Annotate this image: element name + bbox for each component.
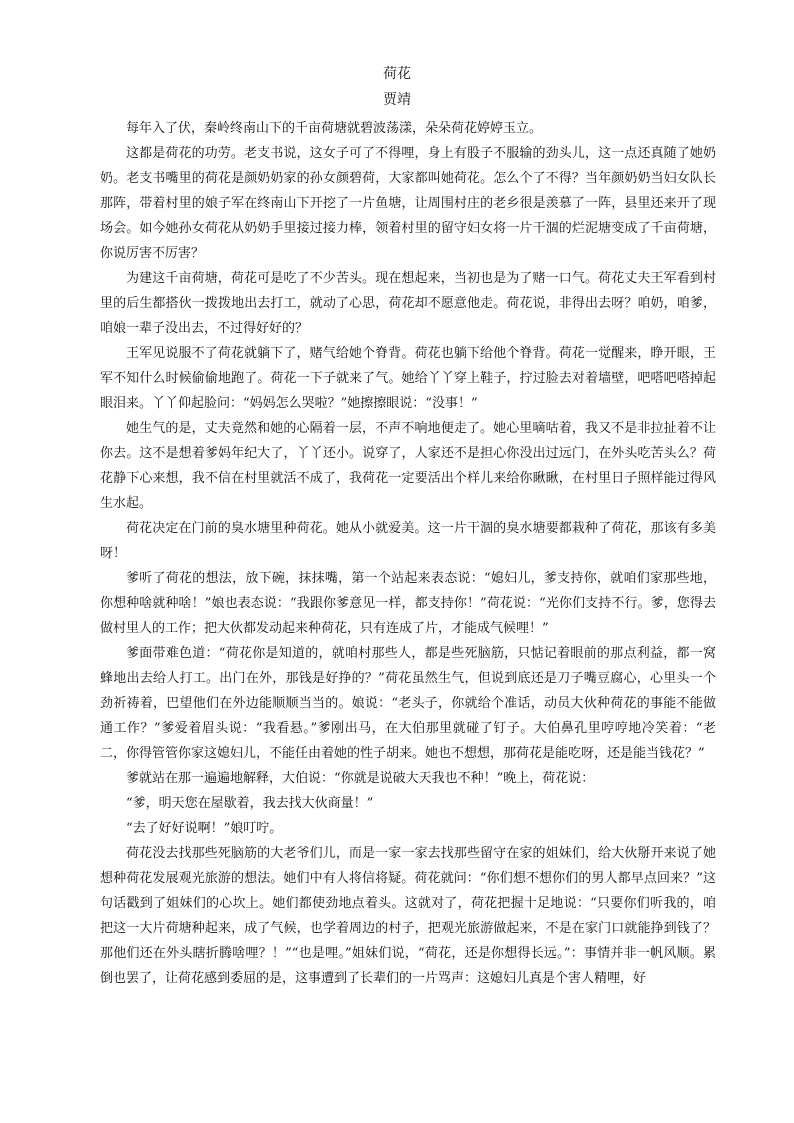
paragraph: 为建这千亩荷塘，荷花可是吃了不少苦头。现在想起来，当初也是为了赌一口气。荷花丈夫王军看到村里的后生都搭伙一拨拨地出去打工，就动了心思，荷花却不愿意他走。荷花说，非得出去呀？咱奶，咱爹，咱娘一辈子没出去，不过得好好的？	[100, 271, 716, 336]
paragraph: 荷花决定在门前的臭水塘里种荷花。她从小就爱美。这一片干涸的臭水塘要都栽种了荷花，那该有多美呀！	[100, 521, 716, 561]
article-author: 贾靖	[383, 92, 411, 108]
paragraph: 荷花没去找那些死脑筋的大老爷们儿，而是一家一家去找那些留守在家的姐妹们，给大伙掰开来说了她想种荷花发展观光旅游的想法。她们中有人将信将疑。荷花就问：“你们想不想你们的男人都早点回来？”这句话戳到了姐妹们的心坎上。她们都使劲地点着头。这就对了，荷花把握十足地说：“只要你们听我的，咱把这一大片荷塘种起来，成了气候，也学着周边的村子，把观光旅游做起来，不是在家门口就能挣到钱了？那他们还在外头瞎折腾啥哩？！”“也是哩。”姐妹们说，“荷花，还是你想得长远。”：事情并非一帆风顺。累倒也罢了，让荷花感到委屈的是，这事遭到了长辈们的一片骂声：这媳妇儿真是个害人精哩，好	[100, 846, 716, 986]
paragraph: 她生气的是，丈夫竟然和她的心隔着一层，不声不响地便走了。她心里嘀咕着，我又不是非拉扯着不让你去。这不是想着爹妈年纪大了，丫丫还小。说穿了，人家还不是担心你没出过远门，在外头吃苦头么？荷花静下心来想，我不信在村里就活不成了，我荷花一定要活出个样儿来给你瞅瞅，在村里日子照样能过得风生水起。	[100, 421, 716, 511]
paragraph: 爹就站在那一遍遍地解释，大伯说：“你就是说破大天我也不种！”晚上，荷花说：	[126, 771, 595, 786]
article-title: 荷花	[383, 66, 411, 82]
paragraph: 爹听了荷花的想法，放下碗，抹抹嘴，第一个站起来表态说：“媳妇儿，爹支持你，就咱们家那些地，你想种啥就种啥！”娘也表态说：“我跟你爹意见一样，都支持你！”荷花说：“光你们支持不行。爹，您得去做村里人的工作；把大伙都发动起来种荷花，只有连成了片，才能成气候哩！”	[100, 571, 716, 636]
paragraph: 爹面带难色道：“荷花你是知道的，就咱村那些人，都是些死脑筋，只惦记着眼前的那点利益，都一窝蜂地出去给人打工。出门在外，那钱是好挣的？”荷花虽然生气，但说到底还是刀子嘴豆腐心，心里头一个劲祈祷着，巴望他们在外边能顺顺当当的。娘说：“老头子，你就给个准话，动员大伙种荷花的事能不能做通工作？”爹爱着眉头说：“我看悬。”爹刚出马，在大伯那里就碰了钉子。大伯鼻孔里哼哼地冷笑着：“老二，你得管管你家这媳妇儿，不能任由着她的性子胡来。她也不想想，那荷花是能吃呀，还是能当钱花？”	[100, 646, 716, 761]
article-body	[100, 116, 716, 991]
paragraph: 王军见说服不了荷花就躺下了，赌气给她个脊背。荷花也躺下给他个脊背。荷花一觉醒来，睁开眼，王军不知什么时候偷偷地跑了。荷花一下子就来了气。她给丫丫穿上鞋子，拧过脸去对着墙壁，吧嗒吧嗒掉起眼泪来。丫丫仰起脸问：“妈妈怎么哭啦？”她擦擦眼说：“没事！”	[100, 346, 716, 411]
paragraph: “去了好好说啊！”娘叮咛。	[126, 821, 283, 836]
paragraph: 这都是荷花的功劳。老支书说，这女子可了不得哩，身上有股子不服输的劲头儿，这一点还真随了她奶奶。老支书嘴里的荷花是颜奶奶家的孙女颜碧荷，大家都叫她荷花。怎么个了不得？当年颜奶奶当妇女队长那阵，带着村里的娘子军在终南山下开挖了一片鱼塘，让周围村庄的老乡很是羡慕了一阵，县里还来开了现场会。如今她孙女荷花从奶奶手里接过接力棒，领着村里的留守妇女将一片干涸的烂泥塘变成了千亩荷塘，你说厉害不厉害？	[100, 146, 716, 261]
paragraph: 每年入了伏，秦岭终南山下的千亩荷塘就碧波荡漾，朵朵荷花婷婷玉立。	[126, 121, 543, 136]
paragraph: “爹，明天您在屋歇着，我去找大伙商量！”	[126, 796, 374, 811]
